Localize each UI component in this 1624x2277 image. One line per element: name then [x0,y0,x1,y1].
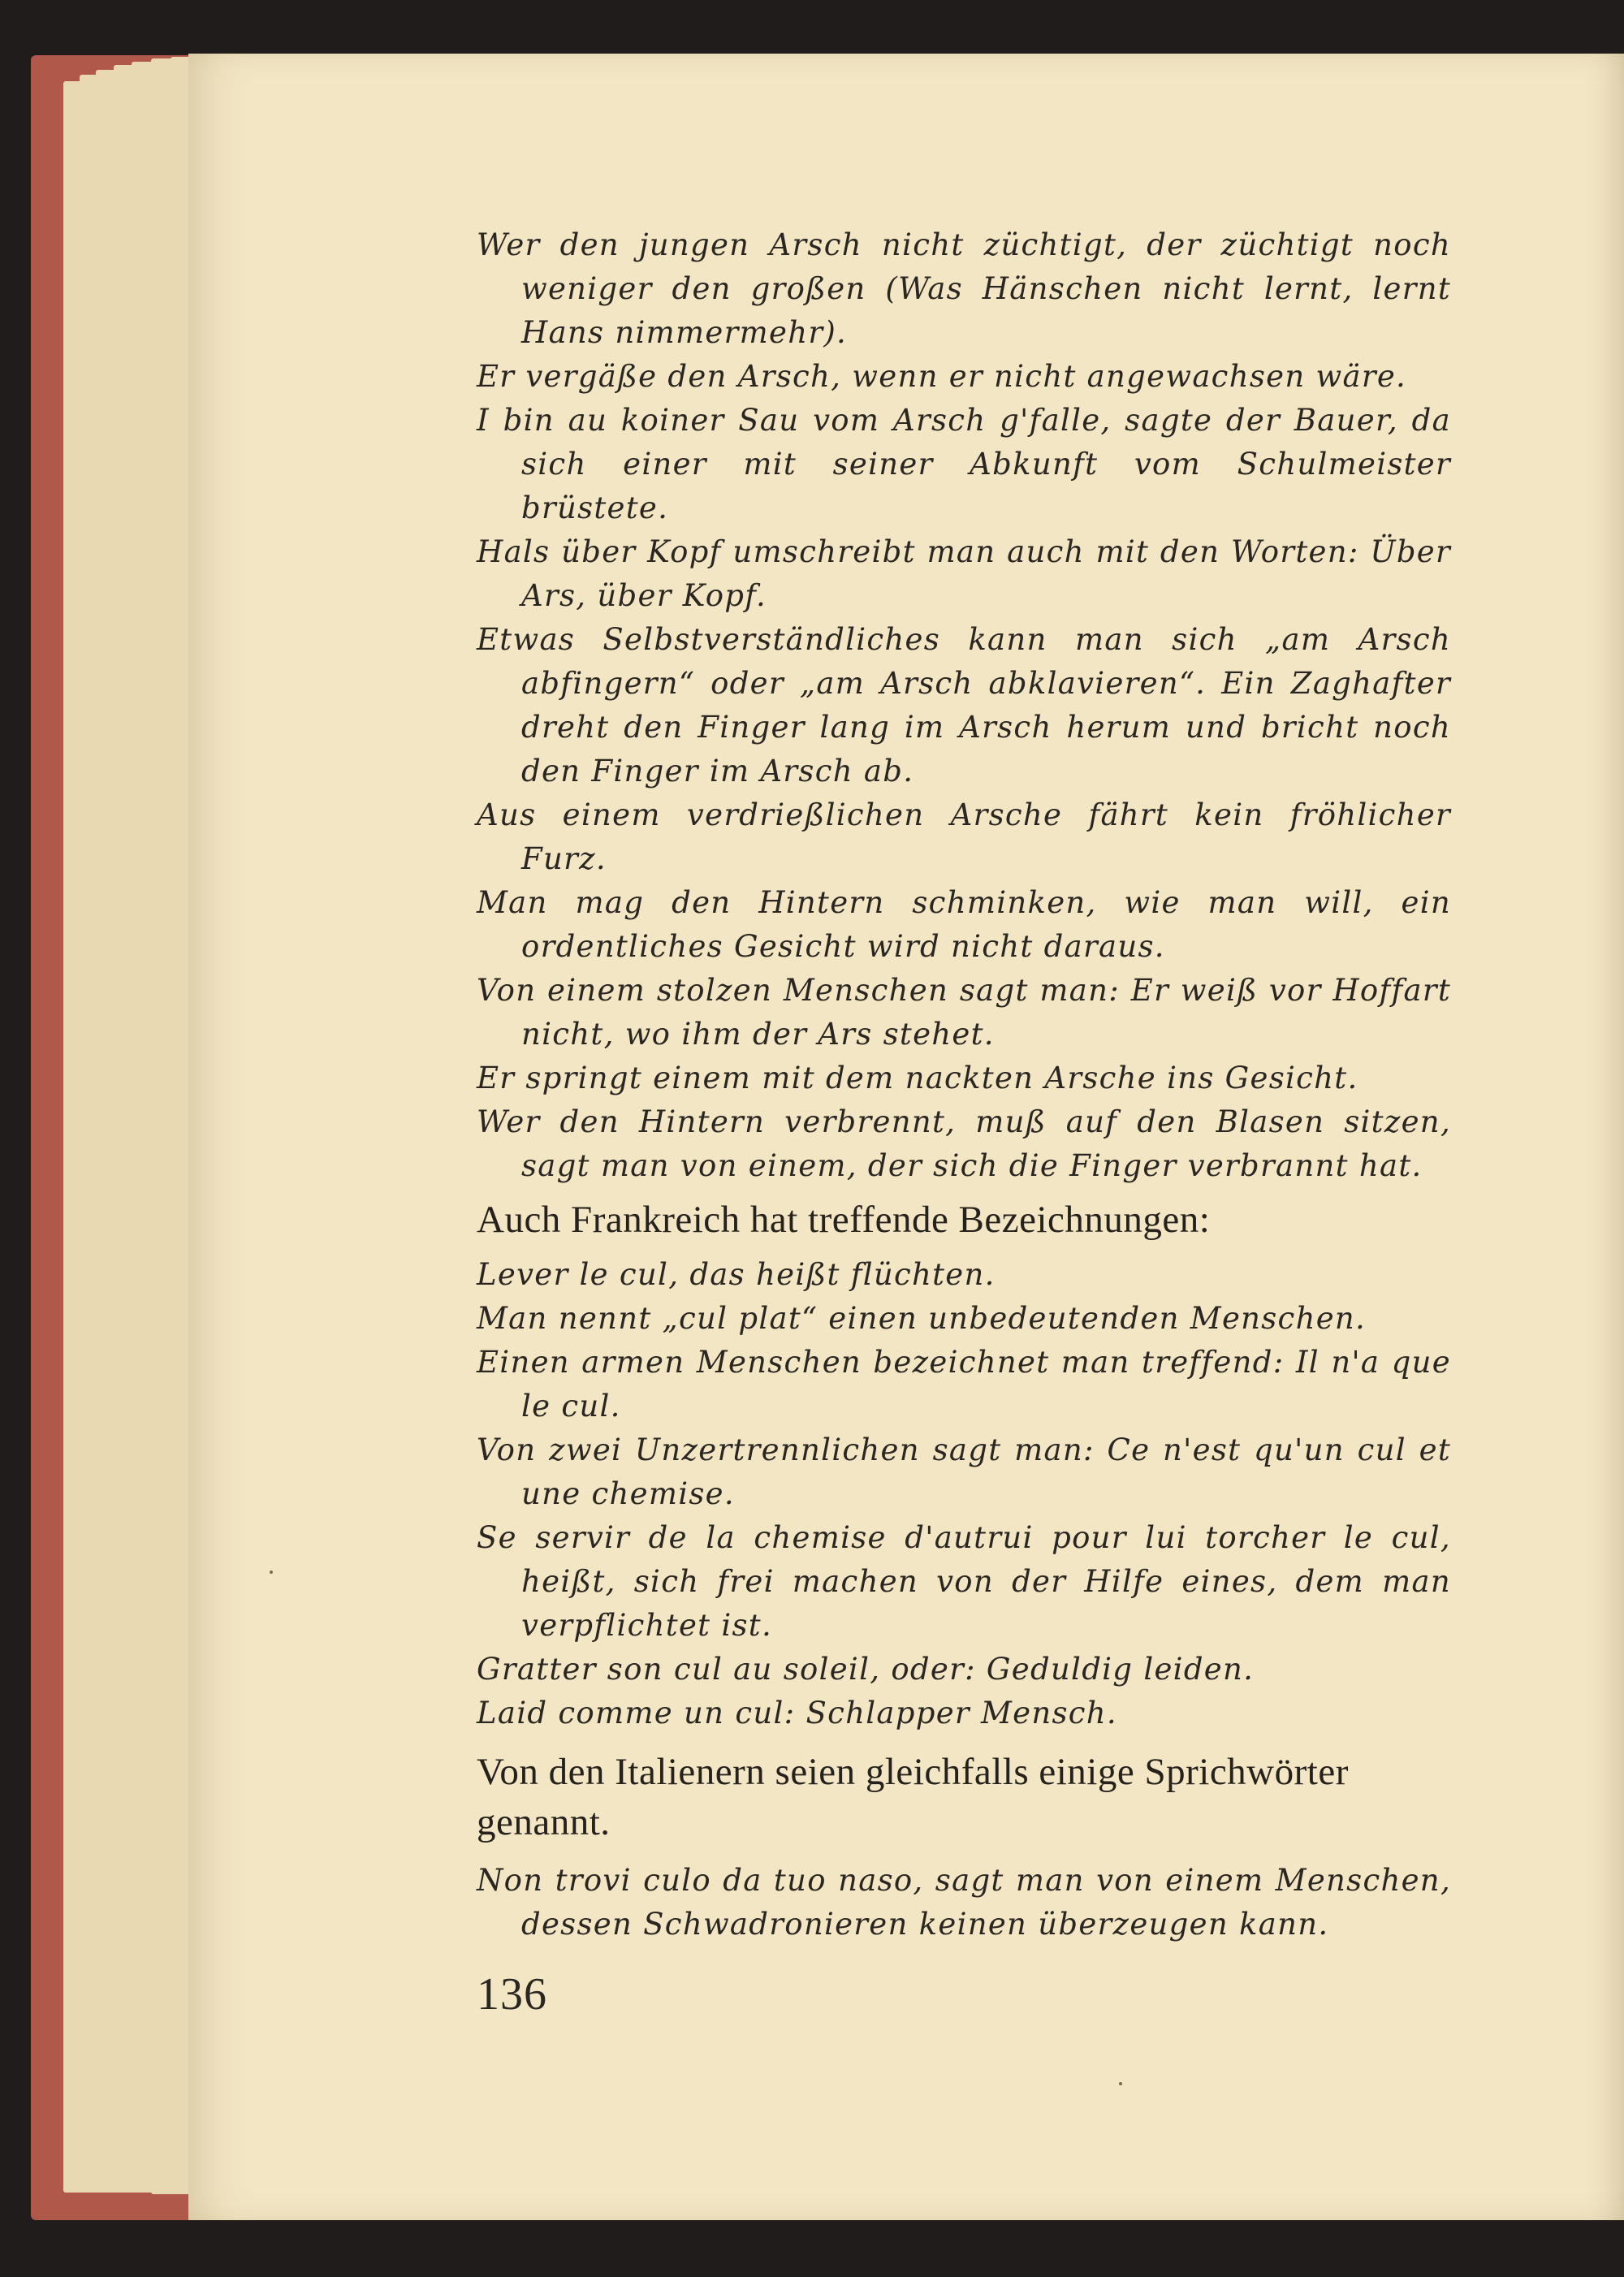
italy-intro-paragraph: Von den Italienern seien gleichfalls einige Sprichwörter genannt. [477,1751,1349,1843]
proverb: Man mag den Hintern schminken, wie man will, ein ordentliches Gesicht wird nicht daraus. [477,885,1451,964]
proverb: Von zwei Unzertrennlichen sagt man: Ce n'est qu'un cul et une chemise. [477,1432,1451,1511]
proverb: Aus einem verdrießlichen Arsche fährt kein fröhlicher Furz. [477,797,1451,876]
proverb: Non trovi culo da tuo naso, sagt man von einem Menschen, dessen Schwadronieren keinen überzeugen kann. [477,1863,1451,1942]
proverb: Er vergäße den Arsch, wenn er nicht angewachsen wäre. [477,359,1407,394]
german-proverb-list [477,223,1451,1188]
page-text [477,223,1451,1946]
proverb: Etwas Selbstverständliches kann man sich „am Arsch abfingern“ oder „am Arsch abklavieren“. Ein Zaghafter dreht den Finger lang im Arsch herum und bricht noch den Finger im Arsch ab. [477,622,1451,789]
proverb: Wer den jungen Arsch nicht züchtigt, der züchtigt noch weniger den großen (Was Hänschen nicht lernt, lernt Hans nimmermehr). [477,227,1451,350]
proverb: Einen armen Menschen bezeichnet man treffend: Il n'a que le cul. [477,1345,1451,1424]
proverb: Gratter son cul au soleil, oder: Geduldig leiden. [477,1652,1255,1687]
proverb: I bin au koiner Sau vom Arsch g'falle, sagte der Bauer, da sich einer mit seiner Abkunft vom Schulmeister brüstete. [477,403,1451,525]
proverb: Wer den Hintern verbrennt, muß auf den Blasen sitzen, sagt man von einem, der sich die Finger verbrannt hat. [477,1104,1451,1183]
french-proverb-list [477,1253,1451,1735]
proverb: Von einem stolzen Menschen sagt man: Er weiß vor Hoffart nicht, wo ihm der Ars stehet. [477,973,1451,1052]
france-intro-paragraph: Auch Frankreich hat treffende Bezeichnungen: [477,1199,1211,1241]
paper-speck [1119,2082,1122,2085]
paper-speck [270,1571,273,1574]
proverb: Hals über Kopf umschreibt man auch mit den Worten: Über Ars, über Kopf. [477,534,1451,613]
italian-proverb-list [477,1859,1451,1946]
proverb: Laid comme un cul: Schlapper Mensch. [477,1696,1117,1730]
proverb: Lever le cul, das heißt flüchten. [477,1257,996,1292]
proverb: Man nennt „cul plat“ einen unbedeutenden Menschen. [477,1301,1367,1336]
proverb: Er springt einem mit dem nackten Arsche ins Gesicht. [477,1061,1358,1095]
proverb: Se servir de la chemise d'autrui pour lui torcher le cul, heißt, sich frei machen von der Hilfe eines, dem man verpflichtet ist. [477,1520,1451,1643]
page-number: 136 [477,1969,547,2020]
